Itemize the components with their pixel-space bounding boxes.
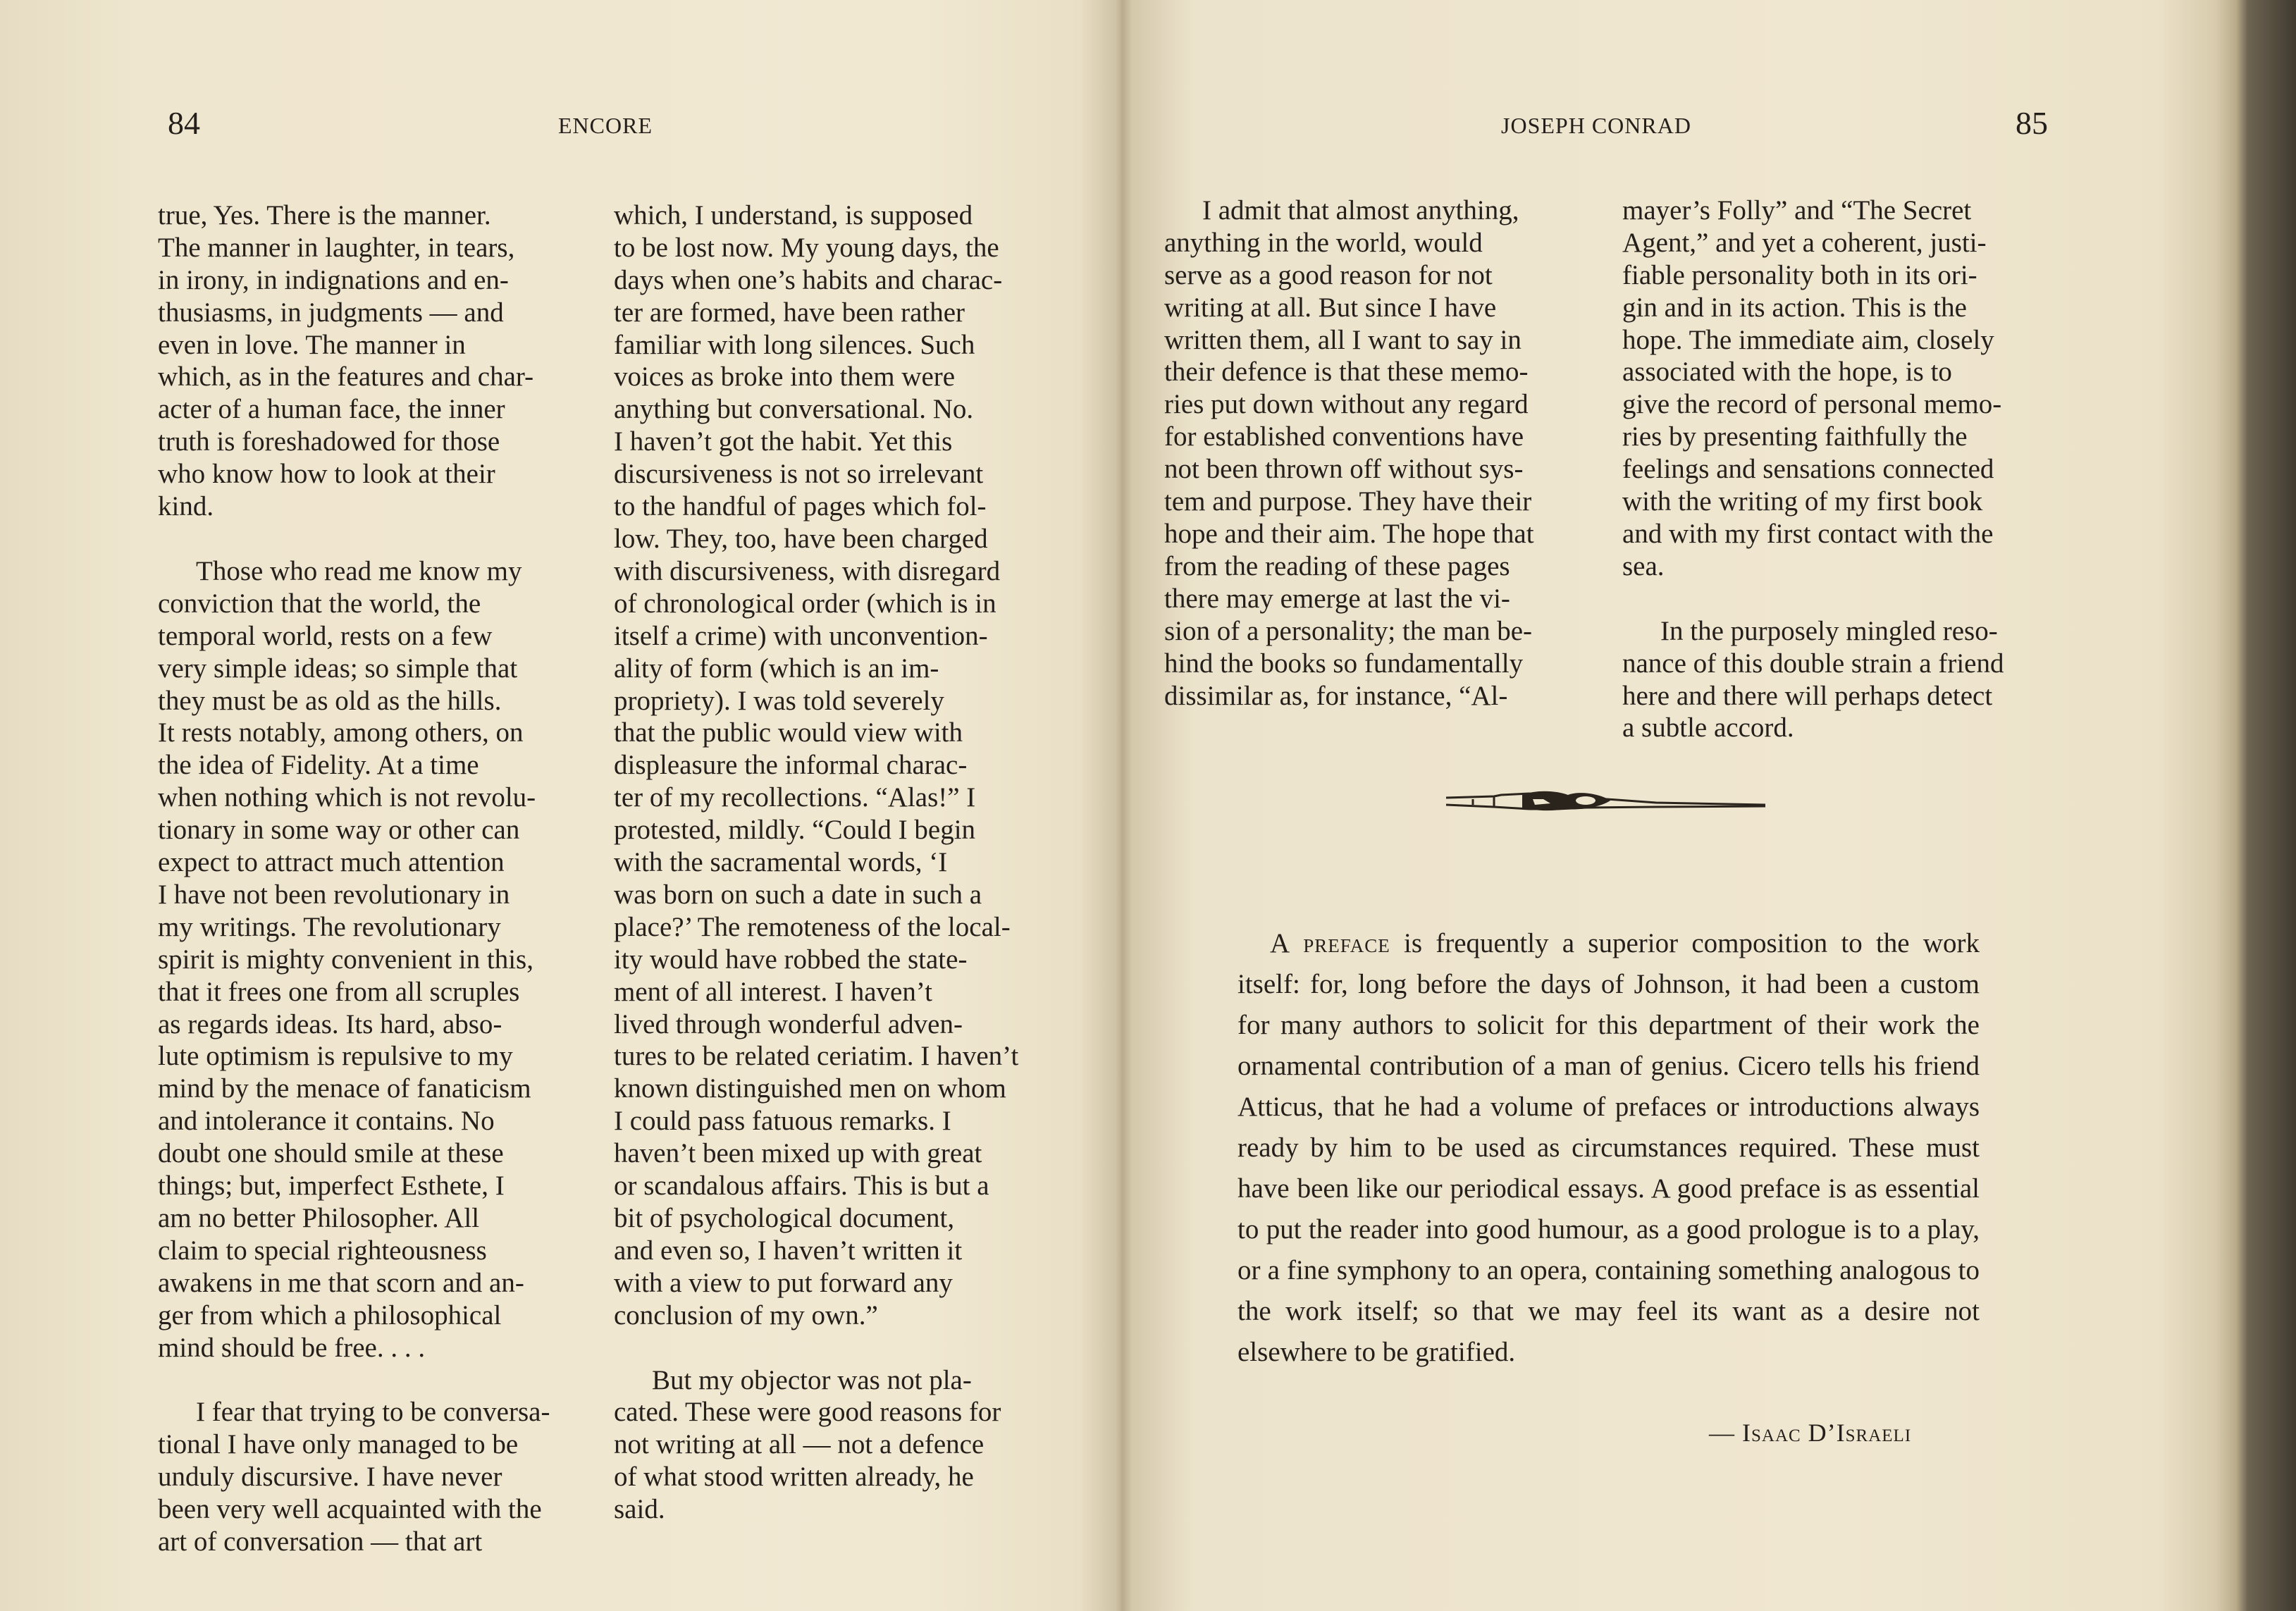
left-page-column-1 (158, 167, 588, 1591)
right-page-column-1 (1164, 162, 1589, 744)
page-number-right: 85 (2016, 105, 2048, 141)
pen-nib-ornament-icon (1445, 784, 1769, 822)
running-head-right: JOSEPH CONRAD (1501, 113, 1691, 138)
preface-paragraph (1238, 923, 1980, 1373)
paragraph: I admit that almost anything, anything in the world, would serve as a good reason for not writing at all. But since I have written them, all I want to say in their defence is that these memo- ries put down without any regard for established conventions have not been thrown off without sys- tem and purpose. They have their hope and their aim. The hope that from the reading of these pages there may emerge at last the vi- sion of a personality; the man be- hind the books so fundamentally dissimilar as, for instance, “Al- (1164, 195, 1534, 711)
preface-quote (1238, 923, 1980, 1373)
paragraph: In the purposely mingled reso- nance of this double strain a friend here and there will perhaps detect a subtle accord. (1622, 615, 2004, 743)
paragraph: I fear that trying to be conversa- tional I have only managed to be unduly discursive. I have never been very well acquainted with the art of conversation — that art (158, 1397, 550, 1557)
paragraph: which, I understand, is supposed to be lost now. My young days, the days when one’s habits and charac- ter are formed, have been rather familiar with long silences. Such voices as broke into them were anything but conversational. No. I haven’t got the habit. Yet this discursiveness is not so irrelevant to the handful of pages which fol- low. They, too, have been charged with discursiveness, with disregard of chronological order (which is in itself a crime) with unconvention- ality of form (which is an im- propriety). I was told severely that the public would view with displeasure the informal charac- ter of my recollections. “Alas!” I protested, mildly. “Could I begin with the sacramental words, ‘I was born on such a date in such a place?’ The remoteness of the local- ity would have robbed the state- ment of all interest. I haven’t lived through wonderful adven- tures to be related ceriatim. I haven’t known distinguished men on whom I could pass fatuous remarks. I haven’t been mixed up with great or scandalous affairs. This is but a bit of psychological document, and even so, I haven’t written it with a view to put forward any conclusion of my own.” (614, 199, 1019, 1331)
preface-lead: A preface (1270, 928, 1390, 958)
preface-attribution: — Isaac D’Israeli (1709, 1419, 1912, 1447)
preface-body: is frequently a superior composition to the work itself: for, long before the days of Johnson, it had been a custom for many authors to solicit for this department of their work the ornamental contribution of a man of genius. Cicero tells his friend Atticus, that he had a volume of prefaces or introductions always ready by him to be used as circumstances required. These must have been like our periodical essays. A good preface is as essential to put the reader into good humour, as a good prologue is to a play, or a fine symphony to an opera, containing something analogous to the work itself; so that we may feel its want as a desire not elsewhere to be gratified. (1238, 928, 1980, 1367)
page-number-left: 84 (168, 105, 200, 141)
right-page-column-2 (1622, 162, 2049, 777)
left-page-column-2 (614, 167, 1047, 1558)
running-head-left: ENCORE (558, 113, 653, 138)
paragraph: Those who read me know my conviction that the world, the temporal world, rests on a few very simple ideas; so simple that they must be as old as the hills. It rests notably, among others, on the idea of Fidelity. At a time when nothing which is not revolu- tionary in some way or other can expect to attract much attention I have not been revolutionary in my writings. The revolutionary spirit is mighty convenient in this, that it frees one from all scruples as regards ideas. Its hard, abso- lute optimism is repulsive to my mind by the menace of fanaticism and intolerance it contains. No doubt one should smile at these things; but, imperfect Esthete, I am no better Philosopher. All claim to special righteousness awakens in me that scorn and an- ger from which a philosophical mind should be free. . . . (158, 555, 536, 1363)
paragraph: true, Yes. There is the manner. The manner in laughter, in tears, in irony, in indignations and en- thusiasms, in judgments — and even in love. The manner in which, as in the features and char- acter of a human face, the inner truth is foreshadowed for those who know how to look at their kind. (158, 199, 534, 522)
paragraph: But my objector was not pla- cated. These were good reasons for not writing at all — not a defence of what stood written already, he said. (614, 1364, 1001, 1525)
paragraph: mayer’s Folly” and “The Secret Agent,” and yet a coherent, justi- fiable personality both in its ori- gin and in its action. This is the hope. The immediate aim, closely associated with the hope, is to give the record of personal memo- ries by presenting faithfully the feelings and sensations connected with the writing of my first book and with my first contact with the sea. (1622, 195, 2002, 581)
